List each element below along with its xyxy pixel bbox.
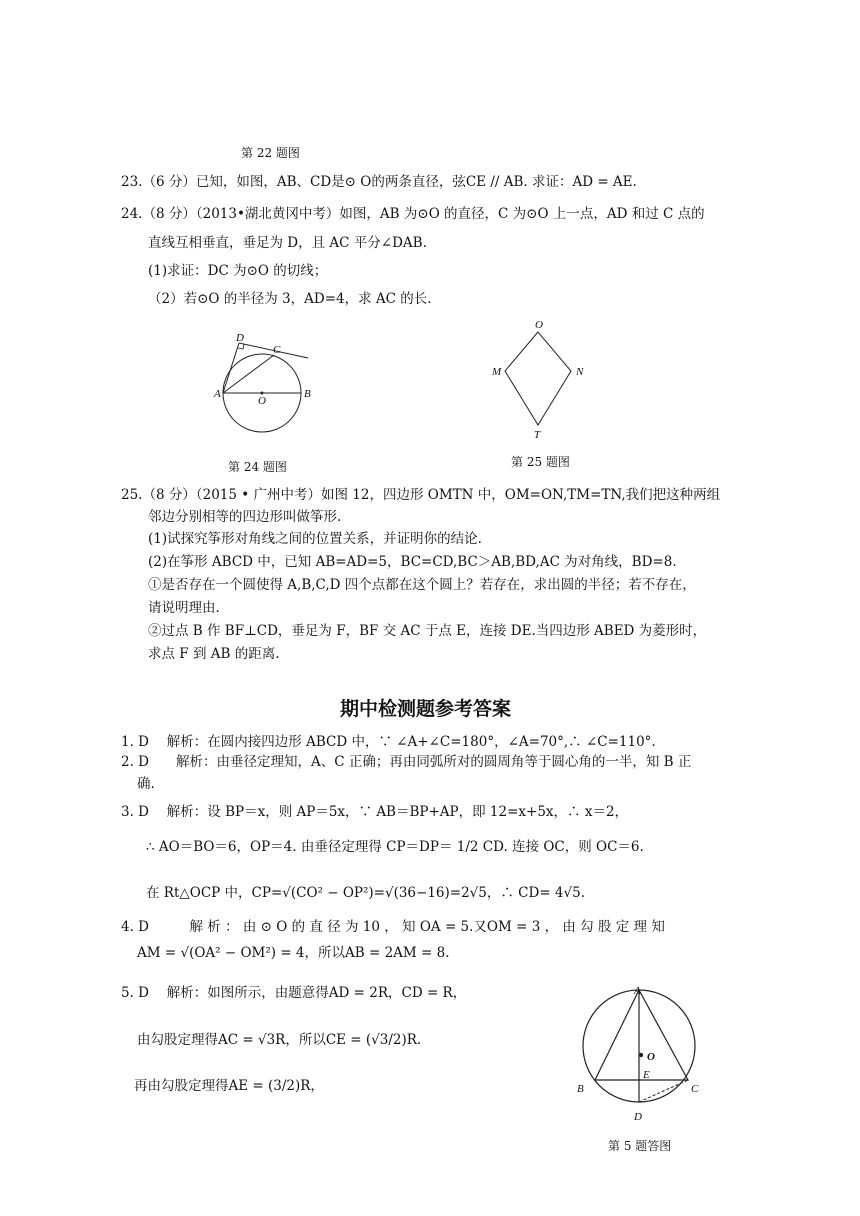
fig24-label-D: D: [236, 332, 244, 344]
answer-4-line-2: AM = √(OA² − OM²) = 4，所以AB = 2AM = 8.: [137, 945, 450, 961]
problem-25-line-7: ②过点 B 作 BF⊥CD，垂足为 F，BF 交 AC 于点 E，连接 DE.当四边形 ABED 为菱形时，: [148, 623, 707, 639]
problem-25-line-8: 求点 F 到 AB 的距离.: [148, 646, 280, 662]
problem-24-line-1: 24.（8 分）（2013•湖北黄冈中考）如图，AB 为⊙O 的直径，C 为⊙O 上一点，AD 和过 C 点的: [121, 206, 705, 222]
fig24-label-B: B: [304, 388, 311, 400]
problem-25-line-2: 邻边分别相等的四边形叫做筝形.: [148, 509, 342, 525]
problem-25-line-4: (2)在筝形 ABCD 中，已知 AB=AD=5，BC=CD,BC＞AB,BD,AC 为对角线，BD=8.: [148, 554, 677, 570]
figure-5-answer-caption: 第 5 题答图: [608, 1139, 672, 1153]
figure-25-caption: 第 25 题图: [511, 455, 570, 469]
fig25-label-O: O: [535, 319, 543, 331]
problem-23: 23.（6 分）已知，如图，AB、CD是⊙ O的两条直径，弦CE // AB. 求证：AD = AE.: [121, 174, 637, 190]
fig5-label-A: A: [634, 985, 641, 997]
fig5-label-O: O: [647, 1051, 655, 1063]
fig5-label-E: E: [643, 1069, 650, 1081]
answer-1: 1. D 解析：在圆内接四边形 ABCD 中，∵ ∠A+∠C=180°，∠A=70°,∴ ∠C=110°.: [121, 734, 656, 750]
problem-25-line-3: (1)试探究筝形对角线之间的位置关系，并证明你的结论.: [148, 531, 482, 547]
fig5-label-D: D: [634, 1111, 642, 1123]
fig24-label-C: C: [273, 344, 281, 356]
answer-3-line-3: 在 Rt△OCP 中，CP=√(CO² − OP²)=√(36−16)=2√5，∴ CD= 4√5.: [146, 885, 585, 901]
fig25-label-N: N: [576, 366, 584, 378]
problem-25-line-1: 25.（8 分）（2015 • 广州中考）如图 12，四边形 OMTN 中，OM=ON,TM=TN,我们把这种两组: [121, 487, 721, 503]
fig25-label-M: M: [492, 366, 502, 378]
fig24-label-A: A: [214, 388, 221, 400]
answers-title: 期中检测题参考答案: [340, 698, 512, 720]
problem-24-line-2: 直线互相垂直，垂足为 D，且 AC 平分∠DAB.: [148, 235, 427, 251]
answer-3-line-2: ∴ AO＝BO＝6，OP＝4. 由垂径定理得 CP＝DP＝ 1/2 CD. 连接 OC，则 OC＝6.: [146, 839, 644, 855]
answer-3-line-1: 3. D 解析：设 BP＝x，则 AP＝5x，∵ AB＝BP+AP，即 12=x+5x，∴ x＝2，: [121, 804, 629, 820]
fig5-label-C: C: [691, 1083, 699, 1095]
problem-24-line-4: （2）若⊙O 的半径为 3，AD=4，求 AC 的长.: [148, 291, 432, 307]
answer-5-line-2: 由勾股定理得AC = √3R，所以CE = (√3/2)R.: [137, 1032, 422, 1048]
answer-5-line-3: 再由勾股定理得AE = (3/2)R，: [134, 1078, 324, 1094]
figure-22-caption: 第 22 题图: [241, 146, 300, 160]
figure-25-diagram: [488, 318, 588, 443]
fig5-label-B: B: [577, 1083, 584, 1095]
problem-24-line-3: (1)求证：DC 为⊙O 的切线；: [148, 263, 328, 279]
figure-24-caption: 第 24 题图: [228, 460, 287, 474]
answer-2-line-2: 确.: [137, 776, 155, 792]
answer-4-line-1: 4. D 解 析 ： 由 ⊙ O 的 直 径 为 10 ， 知 OA = 5.又OM = 3 ， 由 勾 股 定 理 知: [121, 919, 665, 935]
figure-24-diagram: [205, 325, 325, 440]
fig25-label-T: T: [534, 429, 541, 441]
figure-5-answer-diagram: [570, 982, 710, 1132]
fig24-label-O: O: [258, 395, 266, 407]
problem-25-line-5: ①是否存在一个圆使得 A,B,C,D 四个点都在这个圆上？若存在，求出圆的半径；若不存在，: [148, 577, 696, 593]
answer-5-line-1: 5. D 解析：如图所示，由题意得AD = 2R，CD = R，: [121, 985, 467, 1001]
problem-25-line-6: 请说明理由.: [148, 600, 220, 616]
answer-2-line-1: 2. D 解析：由垂径定理知，A、C 正确；再由同弧所对的圆周角等于圆心角的一半，知 B 正: [121, 754, 692, 770]
